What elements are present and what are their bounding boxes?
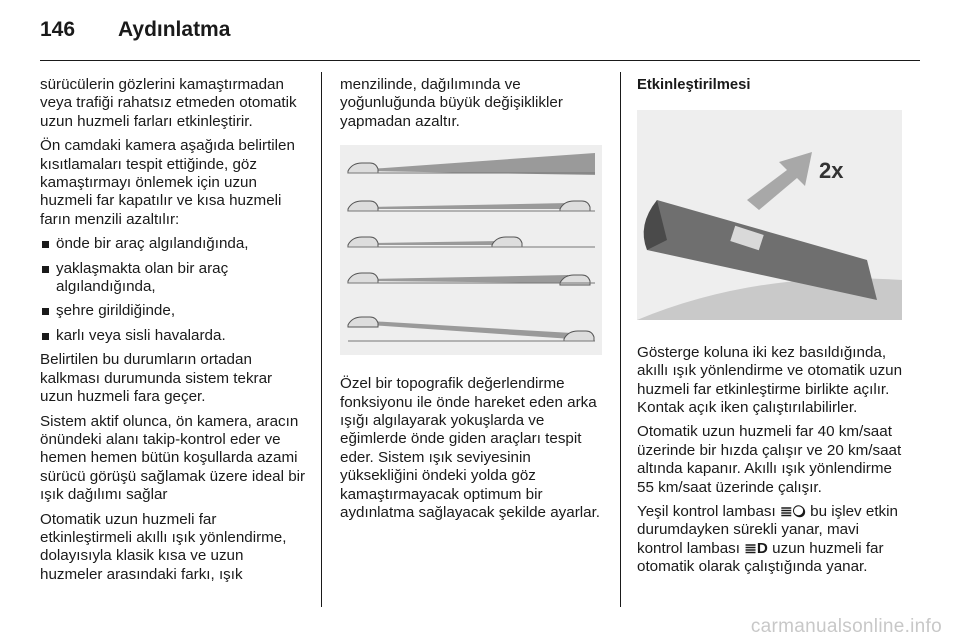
list-item: karlı veya sisli havalarda.	[40, 327, 308, 345]
column-divider	[321, 72, 322, 607]
column-1	[40, 76, 308, 590]
bullet-icon	[42, 333, 49, 340]
beam-short-3	[370, 275, 568, 283]
car-icon	[492, 237, 522, 247]
column-divider	[620, 72, 621, 607]
paragraph: Belirtilen bu durumların ortadan kalkması durumunda sistem tekrar uzun huzmeli fara geçer.	[40, 351, 273, 406]
list-item: şehre girildiğinde,	[40, 302, 308, 320]
blue-indicator-icon: ≣D	[744, 539, 768, 557]
green-indicator-icon: ≣🔾	[779, 503, 806, 521]
watermark: carmanualsonline.info	[750, 616, 942, 637]
car-icon	[564, 331, 594, 341]
beam-short-1	[370, 203, 568, 209]
bullet-icon	[42, 241, 49, 248]
section-heading: Etkinleştirilmesi	[637, 77, 751, 93]
paragraph: menzilinde, dağılımında ve yoğunluğunda büyük değişiklikler yapmadan azaltır.	[340, 76, 563, 130]
beam-short-4	[370, 321, 572, 339]
paragraph: Gösterge koluna iki kez basıldığında, akıllı ışık yönlendirme ve otomatik uzun huzmeli far etkinleştirme birlikte açılır. Kontak açık iken çalıştırılabilirler.	[637, 343, 903, 417]
beam-full	[370, 153, 595, 175]
car-icon	[348, 273, 378, 283]
car-icon	[348, 237, 378, 247]
beam-short-2	[370, 241, 500, 245]
condition-list	[40, 235, 308, 345]
car-icon	[348, 317, 378, 327]
stalk-illustration	[637, 110, 902, 320]
paragraph: sürücülerin gözlerini kamaştırmadan veya trafiği rahatsız etmeden otomatik uzun huzmeli farları etkinleştirir.	[40, 76, 297, 130]
paragraph: Sistem aktif olunca, ön kamera, aracın önündeki alanı takip-kontrol eder ve hemen hemen bütün koşullarda azami sürücü görüşü sağlamak üzere ideal bir ışık dağılımı sağlar	[40, 412, 306, 504]
bullet-icon	[42, 308, 49, 315]
paragraph: Ön camdaki kamera aşağıda belirtilen kısıtlamaları tespit ettiğinde, göz kamaştırmayı önlemek için uzun huzmeli far kapatılır ve kısa huzmeli farın menzili azaltılır:	[40, 137, 295, 228]
paragraph: Özel bir topografik değerlendirme fonksiyonu ile önde hareket eden arka ışığı algılayarak yokuşlarda ve eğimlerde önde giden araçları tespit eder. Sistem ışık seviyesinin yüksekliğini öndeki yolda göz kamaştırmayacak optimum bir aydınlatma sağlayacak şekilde ayarlar.	[340, 375, 601, 522]
bullet-icon	[42, 266, 49, 273]
column-2	[340, 76, 602, 528]
paragraph: Yeşil kontrol lambası ≣🔾 bu işlev etkin durumdayken sürekli yanar, mavi kontrol lambası ≣D uzun huzmeli far otomatik olarak çalıştığında yanar.	[637, 503, 898, 576]
paragraph: Otomatik uzun huzmeli far 40 km/saat üzerinde bir hızda çalışır ve 20 km/saat altında kapanır. Akıllı ışık yönlendirme 55 km/saat üzerinde çalışır.	[637, 423, 902, 496]
column-3	[637, 76, 905, 583]
car-icon	[348, 163, 378, 173]
page-header	[40, 18, 230, 48]
car-icon	[348, 201, 378, 211]
beam-illustration	[340, 145, 602, 355]
paragraph: Otomatik uzun huzmeli far etkinleştirmeli akıllı ışık yönlendirme, dolayısıyla klasik kısa ve uzun huzmeler arasındaki farkı, ışık	[40, 510, 287, 583]
header-rule	[40, 60, 920, 61]
chapter-title: Aydınlatma	[118, 18, 231, 41]
car-icon	[560, 201, 590, 211]
press-count-label: 2x	[819, 158, 844, 184]
list-item: yaklaşmakta olan bir araç algılandığında,	[40, 260, 308, 297]
list-item: önde bir araç algılandığında,	[40, 235, 308, 253]
page-number: 146	[40, 18, 76, 41]
